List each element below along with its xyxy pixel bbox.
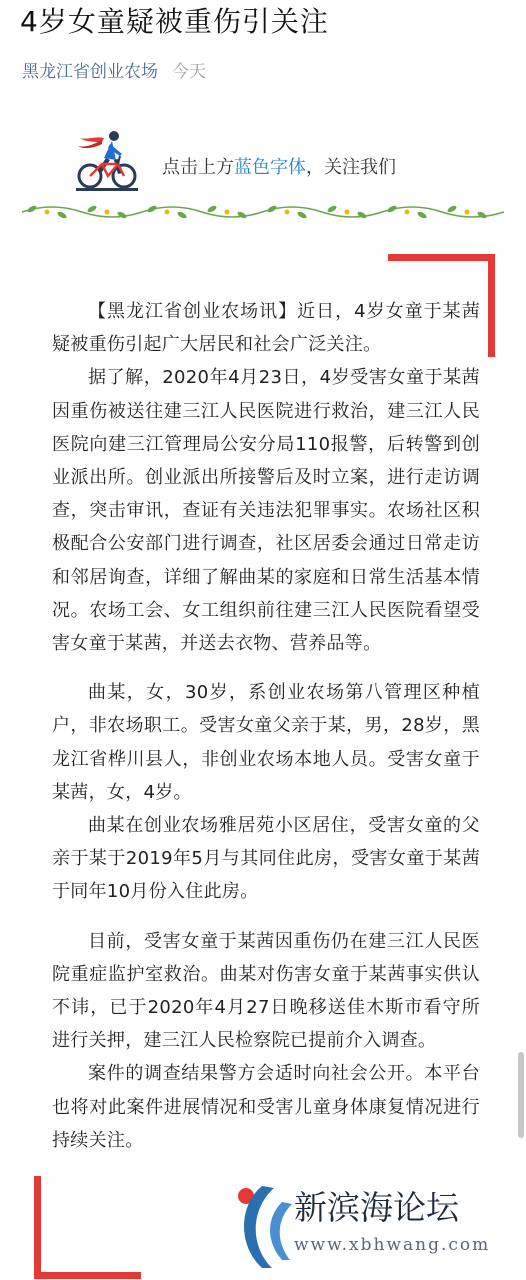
article-paragraph-1: 【黑龙江省创业农场讯】近日，4岁女童于某茜疑被重伤引起广大居民和社会广泛关注。	[52, 301, 480, 356]
article-paragraph-4: 曲某在创业农场雅居苑小区居住，受害女童的父亲于某于2019年5月与其同住此房，受害女童于某茜于同年10月份入住此房。	[52, 815, 480, 903]
account-name-link[interactable]: 黑龙江省创业农场	[22, 62, 158, 82]
article-body	[52, 295, 480, 1157]
follow-prompt	[162, 154, 396, 182]
article-meta	[22, 58, 206, 86]
article-paragraph-5: 目前，受害女童于某茜因重伤仍在建三江人民医院重症监护室救治。曲某对伤害女童于某茜事实供认不讳，已于2020年4月27日晚移送佳木斯市看守所进行关押，建三江人民检察院已提前介入调查。	[52, 930, 480, 1052]
follow-suffix: ，关注我们	[306, 157, 396, 178]
vine-divider-icon	[22, 200, 504, 224]
watermark-name: 新滨海论坛	[294, 1188, 459, 1227]
red-corner-bottom-left	[34, 1176, 141, 1279]
follow-banner	[74, 128, 514, 194]
follow-highlight: 蓝色字体	[234, 157, 306, 178]
article-paragraph-3: 曲某，女，30岁，系创业农场第八管理区种植户，非农场职工。受害女童父亲于某，男，28岁，黑龙江省桦川县人，非创业农场本地人员。受害女童于某茜，女，4岁。	[52, 682, 480, 803]
forum-logo-icon	[232, 1176, 298, 1276]
publish-date: 今天	[172, 62, 206, 82]
follow-prefix: 点击上方	[162, 157, 234, 178]
article-paragraph-6: 案件的调查结果警方会适时向社会公开。本平台也将对此案件进展情况和受害儿童身体康复情况进行持续关注。	[52, 1063, 480, 1151]
watermark	[232, 1172, 526, 1280]
scrollbar-thumb[interactable]	[518, 1052, 524, 1138]
cyclist-icon	[74, 128, 140, 192]
article-title: 4岁女童疑被重伤引关注	[20, 5, 329, 38]
article-paragraph-2: 据了解，2020年4月23日，4岁受害女童于某茜因重伤被送往建三江人民医院进行救治，建三江人民医院向建三江管理局公安分局110报警，后转警到创业派出所。创业派出所接警后及时立案，进行走访调查，突击审讯，查证有关违法犯罪事实。农场社区积极配合公安部门进行调查，社区居委会通过日常走访和邻居询查，详细了解曲某的家庭和日常生活基本情况。农场工会、女工组织前往建三江人民医院看望受害女童于某茜，并送去衣物、营养品等。	[52, 367, 480, 655]
watermark-url: www.xbhwang.com	[294, 1235, 491, 1255]
